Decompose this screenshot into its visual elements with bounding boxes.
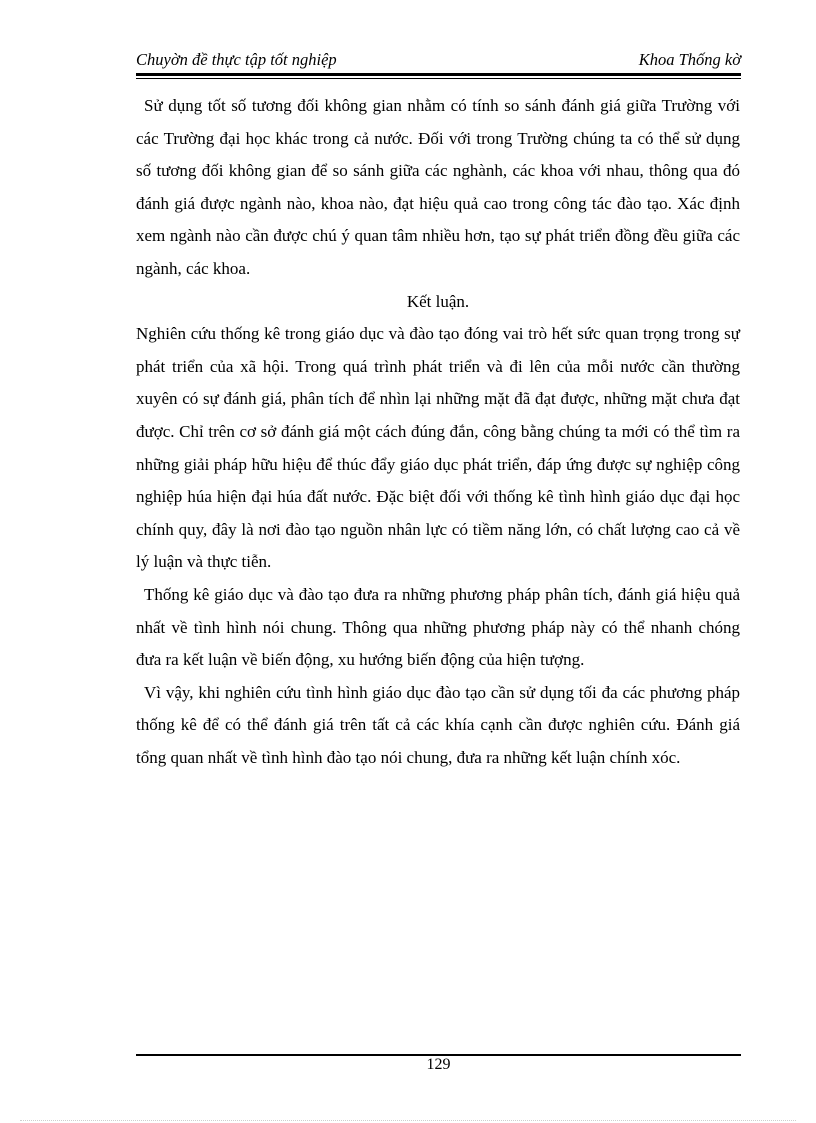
header-rule-thin bbox=[136, 78, 741, 79]
page-header bbox=[136, 50, 741, 72]
page-number: 129 bbox=[426, 1056, 451, 1073]
header-rule-thick bbox=[136, 73, 741, 76]
paragraph: Thống kê giáo dục và đào tạo đưa ra những phương pháp phân tích, đánh giá hiệu quả nhất về tình hình nói chung. Thông qua những phương pháp này có thể nhanh chóng đưa ra kết luận về biến động, xu hướng biến động của hiện tượng. bbox=[136, 584, 740, 670]
paragraph: Sử dụng tốt số tương đối không gian nhằm có tính so sánh đánh giá giữa Trường với các Trường đại học khác trong cả nước. Đối với trong Trường chúng ta có thể sử dụng số tương đối không gian để so sánh giữa các nghành, các khoa với nhau, thông qua đó đánh giá được ngành nào, khoa nào, đạt hiệu quả cao trong công tác đào tạo. Xác định xem ngành nào cần được chú ý quan tâm nhiều hơn, tạo sự phát triển đồng đều giữa các ngành, các khoa. bbox=[136, 96, 740, 278]
page-bottom-divider bbox=[20, 1120, 796, 1121]
document-body bbox=[136, 90, 740, 774]
header-document-title: Chuyờn đề thực tập tốt nghiệp bbox=[136, 50, 337, 69]
header-faculty-name: Khoa Thống kờ bbox=[638, 50, 741, 69]
section-heading: Kết luận. bbox=[406, 291, 470, 311]
paragraph: Nghiên cứu thống kê trong giáo dục và đào tạo đóng vai trò hết sức quan trọng trong sự phát triển của xã hội. Trong quá trình phát triển và đi lên của mỗi nước cần thường xuyên có sự đánh giá, phân tích để nhìn lại những mặt đã đạt được, những mặt chưa đạt được. Chỉ trên cơ sở đánh giá một cách đúng đắn, công bằng chúng ta mới có thể tìm ra những giải pháp hữu hiệu để thúc đẩy giáo dục phát triển, đáp ứng được sự nghiệp công nghiệp húa hiện đại húa đất nước. Đặc biệt đối với thống kê tình hình giáo dục đại học chính quy, đây là nơi đào tạo nguồn nhân lực có tiềm năng lớn, có chất lượng cao cả về lý luận và thực tiễn. bbox=[136, 324, 740, 572]
paragraph: Vì vậy, khi nghiên cứu tình hình giáo dục đào tạo cần sử dụng tối đa các phương pháp thống kê để có thể đánh giá trên tất cả các khía cạnh cần được nghiên cứu. Đánh giá tổng quan nhất về tình hình đào tạo nói chung, đưa ra những kết luận chính xóc. bbox=[136, 682, 740, 767]
